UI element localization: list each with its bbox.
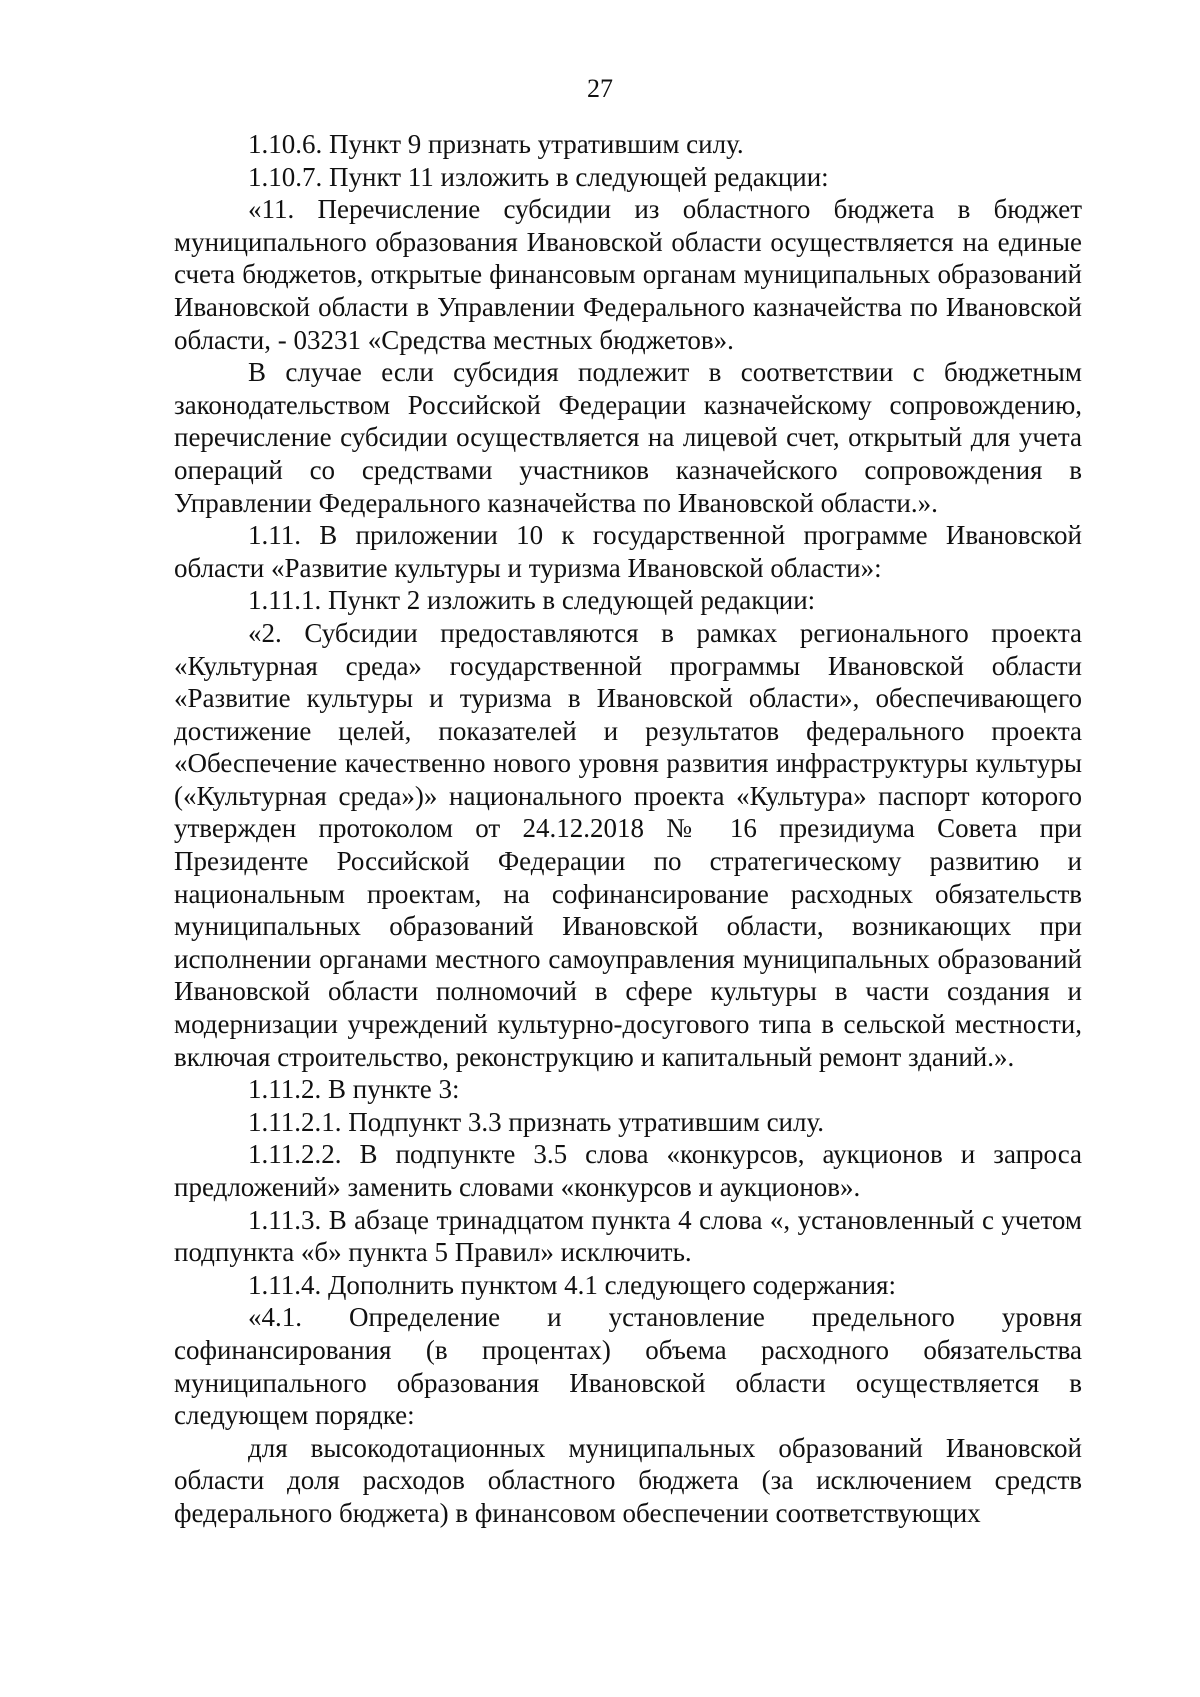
page-number: 27 [587, 74, 613, 103]
paragraph-1-11-2-2: 1.11.2.2. В подпункте 3.5 слова «конкурсов, аукционов и запроса предложений» заменить словами «конкурсов и аукционов». [174, 1139, 1082, 1202]
paragraph-point-4-1: «4.1. Определение и установление предельного уровня софинансирования (в процентах) объема расходного обязательства муниципального образования Ивановской области осуществляется в следующем порядке: [174, 1302, 1082, 1431]
paragraph-1-11-1: 1.11.1. Пункт 2 изложить в следующей редакции: [248, 585, 816, 616]
paragraph-1-10-6: 1.10.6. Пункт 9 признать утратившим силу. [248, 129, 744, 159]
paragraph-point-11: «11. Перечисление субсидии из областного бюджета в бюджет муниципального образования Ивановской области осуществляется на единые счета бюджетов, открытые финансовым органам муниципальных образований Ивановской области в Управлении Федерального казначейства по Ивановской области, - 03231 «Средства местных бюджетов». [174, 194, 1082, 355]
paragraph-1-10-7: 1.10.7. Пункт 11 изложить в следующей редакции: [248, 161, 829, 192]
paragraph-1-11-2-1: 1.11.2.1. Подпункт 3.3 признать утратившим силу. [248, 1106, 825, 1137]
paragraph-point-2: «2. Субсидии предоставляются в рамках регионального проекта «Культурная среда» государственной программы Ивановской области «Развитие культуры и туризма в Ивановской области», обеспечивающего достижение целей, показателей и результатов федерального проекта «Обеспечение качественно нового уровня развития инфраструктуры культуры («Культурная среда»)» национального проекта «Культура» паспорт которого утвержден протоколом от 24.12.2018 № 16 президиума Совета при Президенте Российской Федерации по стратегическому развитию и национальным проектам, на софинансирование расходных обязательств муниципальных образований Ивановской области, возникающих при исполнении органами местного самоуправления муниципальных образований Ивановской области полномочий в сфере культуры в части создания и модернизации учреждений культурно-досугового типа в сельской местности, включая строительство, реконструкцию и капитальный ремонт зданий.». [174, 617, 1082, 1072]
paragraph-treasury-support: В случае если субсидия подлежит в соответствии с бюджетным законодательством Российской Федерации казначейскому сопровождению, перечисление субсидии осуществляется на лицевой счет, открытый для учета операций со средствами участников казначейского сопровождения в Управлении Федерального казначейства по Ивановской области.». [174, 357, 1082, 518]
document-body [174, 128, 1082, 1530]
paragraph-1-11-4: 1.11.4. Дополнить пунктом 4.1 следующего содержания: [248, 1269, 896, 1300]
paragraph-high-subsidy: для высокодотационных муниципальных образований Ивановской области доля расходов областного бюджета (за исключением средств федерального бюджета) в финансовом обеспечении соответствующих [174, 1432, 1082, 1528]
paragraph-1-11: 1.11. В приложении 10 к государственной программе Ивановской области «Развитие культуры и туризма Ивановской области»: [174, 520, 1082, 583]
paragraph-1-11-3: 1.11.3. В абзаце тринадцатом пункта 4 слова «, установленный с учетом подпункта «б» пункта 5 Правил» исключить. [174, 1204, 1082, 1268]
paragraph-1-11-2: 1.11.2. В пункте 3: [248, 1074, 460, 1105]
